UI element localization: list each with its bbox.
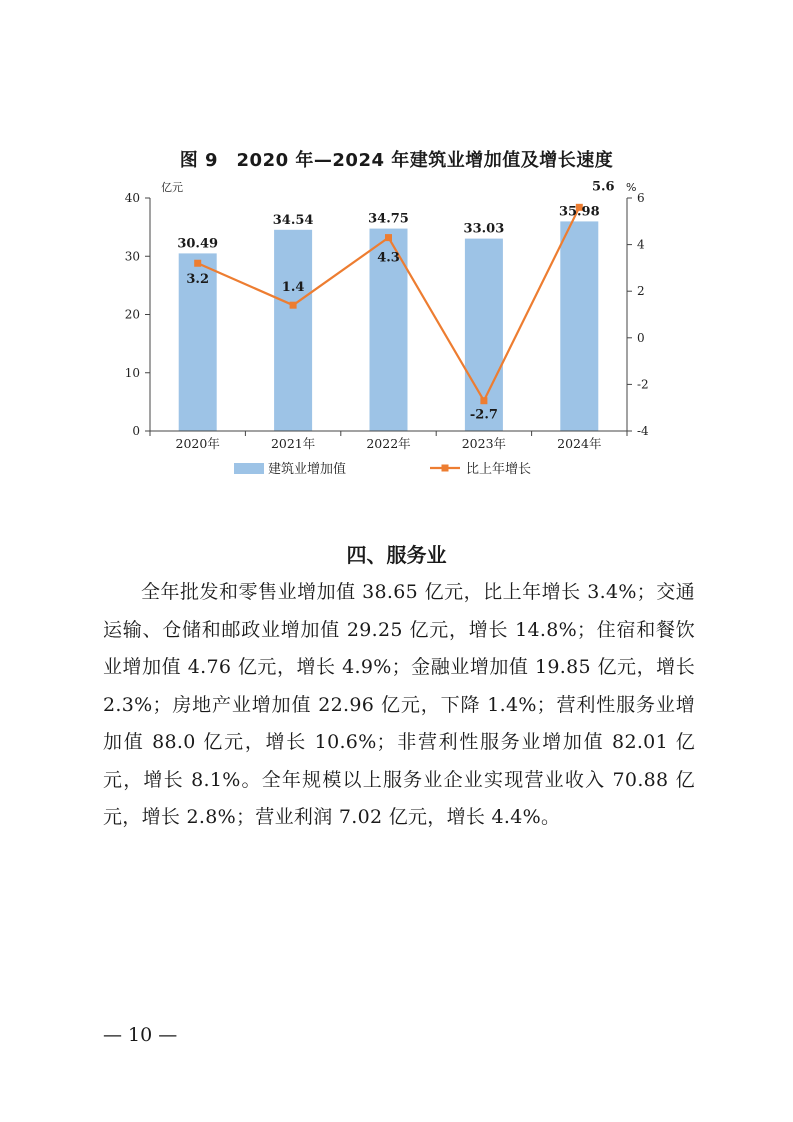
growth-point-2023年: [480, 397, 487, 404]
bar-value-label: 34.54: [272, 212, 314, 228]
x-tick-label: 2024年: [557, 436, 602, 451]
left-tick-label: 0: [132, 424, 140, 438]
legend-line-marker: [442, 465, 449, 472]
left-tick-label: 40: [124, 191, 140, 205]
x-tick-label: 2020年: [175, 436, 220, 451]
right-tick-label: 2: [637, 284, 645, 299]
growth-value-label: -2.7: [469, 407, 498, 423]
growth-value-label: 4.3: [377, 250, 400, 266]
chart-title: 图 9 2020 年—2024 年建筑业增加值及增长速度: [179, 150, 614, 171]
bar-value-label: 30.49: [177, 236, 219, 252]
right-tick-label: 4: [637, 237, 645, 252]
x-tick-label: 2023年: [461, 436, 507, 451]
bar-2021年: [274, 230, 312, 431]
left-tick-label: 10: [124, 365, 140, 380]
left-axis-unit: 亿元: [161, 181, 183, 194]
bar-value-label: 35.98: [558, 204, 600, 220]
right-tick-label: -4: [637, 424, 649, 438]
growth-value-label: 3.2: [186, 272, 210, 288]
growth-point-2020年: [194, 260, 201, 267]
right-tick-label: 0: [637, 330, 645, 345]
right-tick-label: -2: [637, 377, 649, 392]
bar-2024年: [560, 221, 598, 431]
section-paragraph: 全年批发和零售业增加值 38.65 亿元，比上年增长 3.4%；交通运输、仓储和邮政业增加值 29.25 亿元，增长 14.8%；住宿和餐饮业增加值 4.76 亿元，增长 4.9%；金融业增加值 19.85 亿元，增长 2.3%；房地产业增加值 22.96 亿元，下降 1.4%；营利性服务业增加值 88.0 亿元，增长 10.6%；非营利性服务业增加值 82.01 亿元，增长 8.1%。全年规模以上服务业企业实现营业收入 70.88 亿元，增长 2.8%；营业利润 7.02 亿元，增长 4.4%。: [103, 581, 695, 828]
right-axis-unit: %: [626, 181, 637, 194]
page-number: — 10 —: [103, 1024, 178, 1046]
section-heading: 四、服务业: [346, 543, 447, 567]
legend-bar-swatch: [234, 463, 264, 474]
growth-value-label: 5.6: [591, 179, 615, 195]
left-tick-label: 30: [124, 249, 140, 264]
bar-value-label: 33.03: [463, 221, 505, 237]
bar-value-label: 34.75: [368, 211, 409, 227]
growth-point-2021年: [290, 302, 297, 309]
growth-point-2022年: [385, 234, 392, 241]
x-tick-label: 2021年: [270, 436, 316, 451]
combo-chart: [0, 0, 793, 500]
right-tick-label: 6: [637, 191, 645, 205]
legend-line-label: 比上年增长: [466, 462, 532, 477]
left-tick-label: 20: [124, 307, 140, 322]
growth-value-label: 1.4: [281, 280, 305, 296]
legend-bar-label: 建筑业增加值: [268, 462, 347, 477]
x-tick-label: 2022年: [366, 436, 411, 451]
